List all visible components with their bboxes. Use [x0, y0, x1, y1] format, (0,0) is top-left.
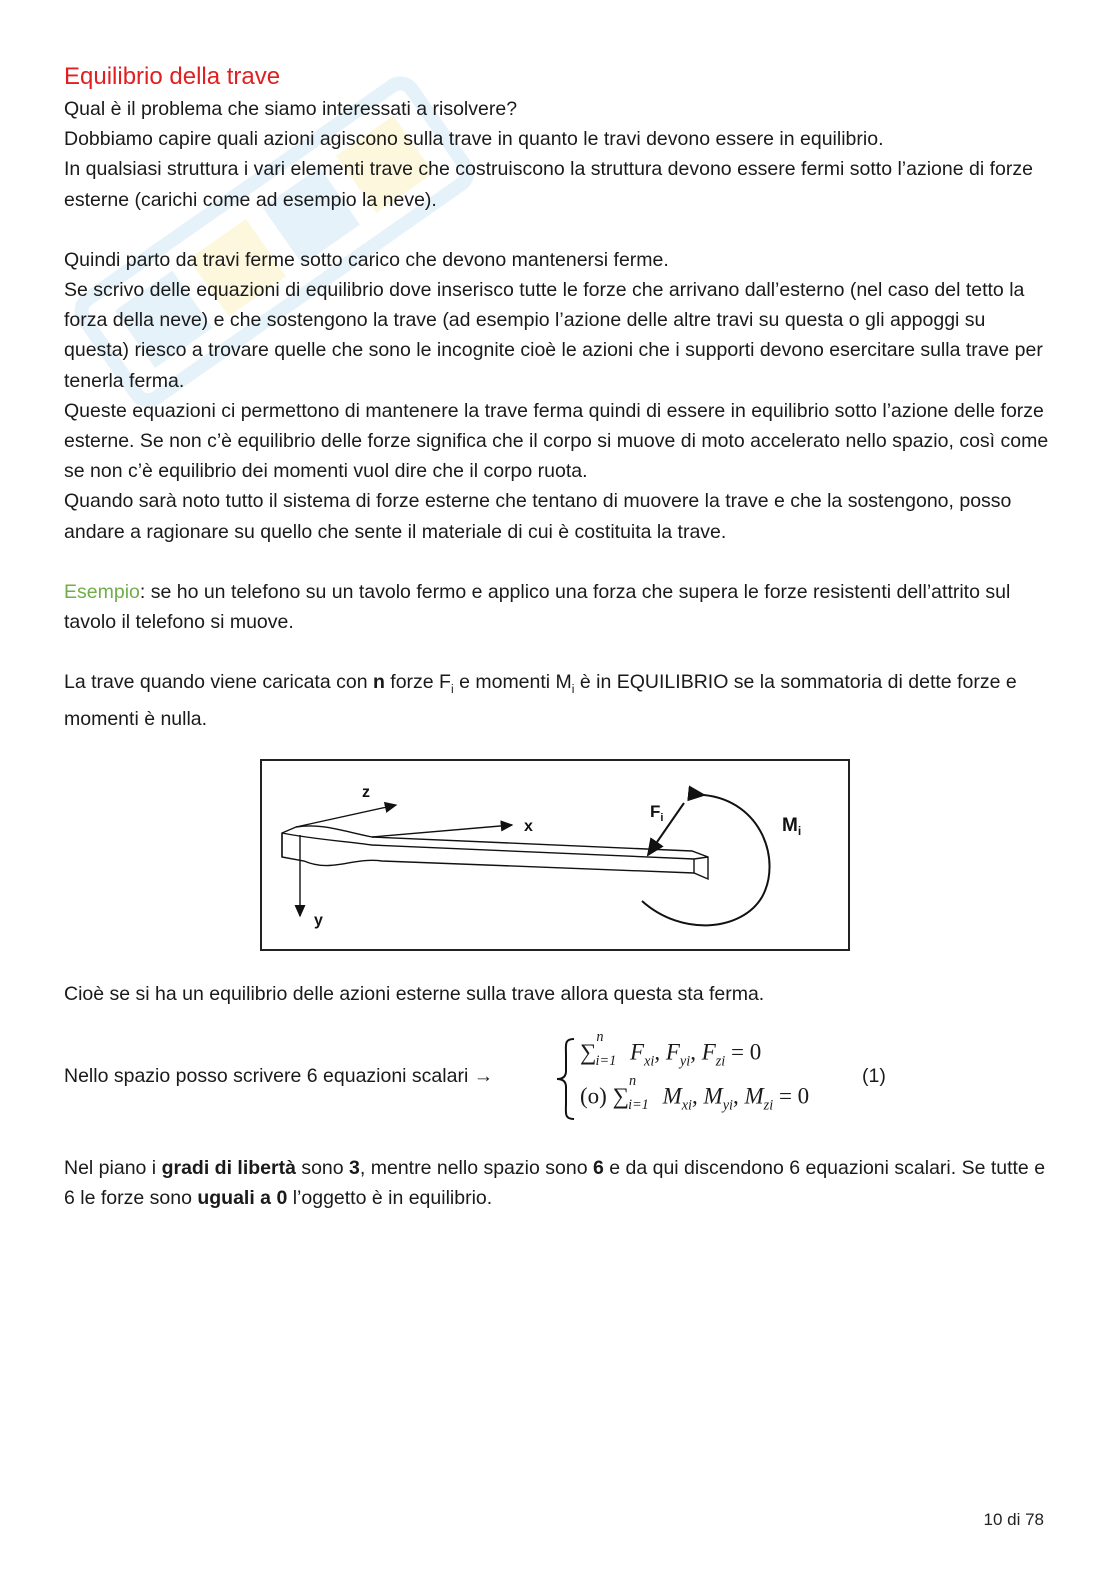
- axis-z: [296, 805, 396, 827]
- moment-equals: = 0: [778, 1083, 810, 1109]
- paragraph-actions: Dobbiamo capire quali azioni agiscono sulla trave in quanto le travi devono essere in equilibrio.: [64, 128, 884, 151]
- example-label: Esempio: [64, 580, 140, 603]
- beam-shape: [282, 825, 708, 878]
- force-equals: = 0: [731, 1039, 762, 1065]
- force-symbol-z: F: [701, 1039, 716, 1065]
- force-sub-y: yi: [679, 1053, 691, 1069]
- dof-d: 3: [349, 1156, 360, 1179]
- paragraph-question: Qual è il problema che siamo interessati a risolvere?: [64, 98, 518, 120]
- axis-x: [372, 825, 512, 837]
- label-y: y: [314, 911, 323, 929]
- equation-forces: ∑$^n_{i=1}$ $F_{xi}$, $F_{yi}$, $F_{zi} = 0$: [580, 1028, 762, 1069]
- dof-i: l’oggetto è in equilibrio.: [287, 1186, 493, 1209]
- force-sub-z: zi: [715, 1053, 726, 1069]
- paragraph-structure: In qualsiasi struttura i vari elementi trave che costruiscono la struttura devono essere fermi sotto l’azione di forze esterne (carichi come ad esempio la neve).: [64, 158, 1033, 211]
- label-z: z: [362, 783, 370, 801]
- paragraph-loads: [64, 667, 1054, 734]
- sum1-sub: i=1: [595, 1053, 617, 1069]
- label-x: x: [524, 817, 533, 835]
- moment-sub-y: yi: [722, 1097, 733, 1113]
- paragraph-still: Cioè se si ha un equilibrio delle azioni esterne sulla trave allora questa sta ferma.: [64, 982, 765, 1005]
- loads-text-c: e momenti M: [453, 671, 572, 694]
- beam-figure: [260, 759, 850, 951]
- moment-sub-x: xi: [681, 1097, 693, 1113]
- dof-e: , mentre nello spazio sono: [359, 1156, 593, 1179]
- dof-f: 6: [592, 1156, 604, 1179]
- paragraph-equilibrium: Queste equazioni ci permettono di mantenere la trave ferma quindi di essere in equilibrio sotto l’azione delle forze esterne. Se non c’è equilibrio delle forze significa che il corpo si muove di moto accelerato nello spazio, così come se non c’è equilibrio dei momenti vuol dire che il corpo ruota.: [64, 399, 1049, 483]
- loads-n: n: [372, 671, 385, 694]
- moment-symbol-z: M: [744, 1083, 764, 1109]
- section-title: Equilibrio della trave: [64, 63, 281, 90]
- sum1-sup: n: [596, 1028, 604, 1045]
- equation-system: [554, 1028, 854, 1123]
- dof-h: uguali a 0: [197, 1186, 288, 1209]
- paragraph-example: [64, 577, 1054, 637]
- sum2-sub: i=1: [628, 1097, 649, 1113]
- paragraph-start: Quindi parto da travi ferme sotto carico che devono mantenersi ferme.: [64, 248, 669, 271]
- paragraph-material: Quando sarà noto tutto il sistema di forze esterne che tentano di muovere la trave e che la sostengono, posso andare a ragionare su quello che sente il materiale di cui è costituita la trave.: [64, 490, 1012, 543]
- moment-prefix: (o): [580, 1083, 607, 1109]
- equation-row: [64, 1028, 1054, 1123]
- force-sub-x: xi: [644, 1053, 655, 1069]
- force-symbol-y: F: [665, 1039, 680, 1065]
- dof-g: e da qui discendono 6 equazioni scalari. Se tutte e 6 le forze sono: [64, 1156, 1046, 1209]
- label-moment: $M_i$: [782, 814, 802, 838]
- dof-a: Nel piano i: [64, 1156, 162, 1179]
- loads-text-a: La trave quando viene caricata con: [64, 671, 373, 694]
- content: [64, 62, 1054, 1213]
- moment-sub-z: zi: [763, 1097, 774, 1113]
- equation-moments: (o) ∑$^n_{i=1}$ $M_{xi}$, $M_{yi}$, $M_{zi} = 0$: [580, 1072, 810, 1113]
- dof-c: sono: [295, 1156, 350, 1179]
- moment-symbol-y: M: [703, 1083, 723, 1109]
- equation-label: Nello spazio posso scrivere 6 equazioni scalari →: [64, 1064, 494, 1087]
- loads-sub-m: i: [571, 682, 575, 697]
- paragraph-dof: [64, 1153, 1054, 1213]
- dof-b: gradi di libertà: [161, 1156, 296, 1179]
- page-number: 10 di 78: [983, 1510, 1044, 1529]
- loads-text-d: è in EQUILIBRIO se la sommatoria di dette forze e momenti è nulla.: [64, 671, 1017, 731]
- loads-sub-f: i: [450, 682, 454, 697]
- loads-text-b: forze F: [384, 671, 451, 694]
- example-text: : se ho un telefono su un tavolo fermo e applico una forza che supera le forze resistenti dell’attrito sul tavolo il telefono si muove.: [64, 580, 1011, 634]
- force-symbol-x: F: [629, 1039, 645, 1065]
- brace-icon: [554, 1035, 578, 1123]
- paragraph-equations: Se scrivo delle equazioni di equilibrio dove inserisco tutte le forze che arrivano dall’esterno (nel caso del tetto la forza della neve) e che sostengono la trave (ad esempio l’azione delle altre travi su questa o gli appoggi su questa) riesco a trovare quelle che sono le incognite cioè le azioni che i supporti devono esercitare sulla trave per tenerla ferma.: [64, 279, 1043, 392]
- label-force: $F_i$: [650, 801, 664, 824]
- equation-number: (1): [862, 1064, 886, 1087]
- moment-symbol-x: M: [662, 1083, 682, 1109]
- sum2-sup: n: [628, 1072, 637, 1089]
